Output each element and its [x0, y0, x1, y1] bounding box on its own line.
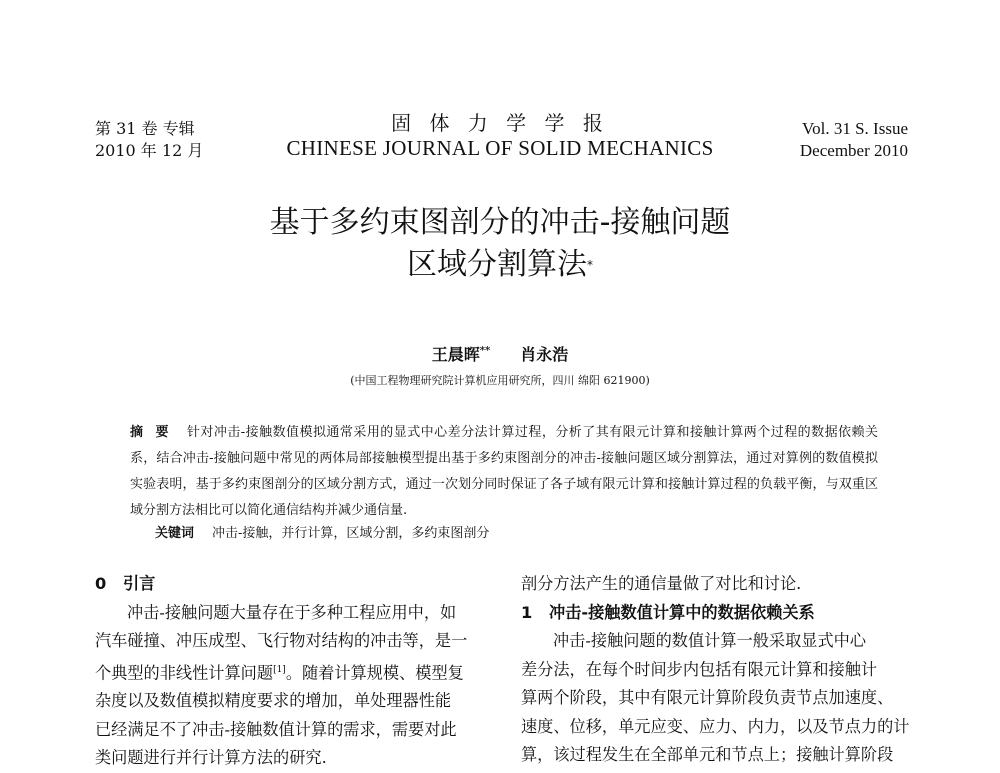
body-line: 类问题进行并行计算方法的研究. — [95, 748, 327, 768]
body-line-with-citation — [95, 656, 490, 688]
author-list — [0, 342, 1000, 365]
affiliation: (中国工程物理研究院计算机应用研究所，四川 绵阳 621900) — [350, 374, 650, 387]
author-1-wrap — [432, 345, 490, 364]
journal-title-en: CHINESE JOURNAL OF SOLID MECHANICS — [286, 136, 714, 160]
date-en: December 2010 — [799, 141, 908, 160]
section-title: 引言 — [123, 574, 156, 593]
keywords-text: 冲击-接触，并行计算，区域分割，多约束图剖分 — [212, 526, 490, 541]
section-number: 0 — [95, 574, 107, 593]
body-text: 个典型的非线性计算问题 — [95, 662, 274, 682]
body-line: 已经满足不了冲击-接触数值计算的需求，需要对此 — [95, 719, 457, 739]
abstract-label: 摘要 — [130, 425, 181, 440]
title-line-2: 区域分割算法 — [407, 247, 587, 282]
title-footnote-mark: * — [587, 258, 593, 272]
title-line-2-wrap — [0, 244, 1000, 286]
body-line: 算两个阶段，其中有限元计算阶段负责节点加速度、 — [521, 688, 894, 707]
body-line: 冲击-接触问题大量存在于多种工程应用中，如 — [127, 602, 457, 622]
keywords — [155, 522, 489, 541]
body-column-left — [95, 570, 490, 773]
body-line: 汽车碰撞、冲压成型、飞行物对结构的冲击等，是一 — [95, 631, 468, 650]
abstract-text: 针对冲击-接触数值模拟通常采用的显式中心差分法计算过程，分析了其有限元计算和接触计算两个过程的数据依赖关系，结合冲击-接触问题中常见的两体局部接触模型提出基于多约束图剖分的冲击-接触问题区域分割算法，通过对算例的数值模拟实验表明，基于多约束图剖分的区域分割方式，通过一次划分同时保证了各子域有限元计算和接触计算过程的负载平衡，与双重区域分割方法相比可以简化通信结构并减少通信量. — [130, 425, 878, 518]
body-line: 剖分方法产生的通信量做了对比和讨论. — [521, 574, 802, 593]
body-line: 杂度以及数值模拟精度要求的增加，单处理器性能 — [95, 691, 452, 711]
author-1-mark: ** — [479, 345, 491, 357]
body-line: 速度、位移，单元应变、应力、内力，以及节点力的计 — [521, 716, 910, 736]
date-cn: 2010 年 12 月 — [95, 141, 204, 160]
author-2: 肖永浩 — [520, 345, 569, 364]
section-title: 冲击-接触数值计算中的数据依赖关系 — [549, 602, 815, 622]
abstract — [130, 420, 878, 524]
body-line: 冲击-接触问题的数值计算一般采取显式中心 — [553, 631, 867, 650]
title-line-1: 基于多约束图剖分的冲击-接触问题 — [269, 205, 731, 240]
body-line: 算，该过程发生在全部单元和节点上；接触计算阶段 — [521, 745, 894, 764]
section-heading-intro — [95, 570, 490, 599]
paper-title — [0, 202, 1000, 286]
body-column-right — [521, 570, 916, 770]
section-number: 1 — [521, 602, 533, 622]
body-text: 。随着计算规模、模型复 — [285, 662, 464, 682]
citation-ref: [1] — [273, 664, 286, 675]
volume-cn: 第 31 卷 专辑 — [95, 119, 195, 138]
author-1: 王晨晖 — [431, 345, 480, 364]
journal-issue-en — [800, 118, 908, 162]
section-heading-1 — [521, 599, 916, 628]
volume-en: Vol. 31 S. Issue — [802, 119, 908, 138]
keywords-label: 关键词 — [155, 526, 195, 541]
body-line: 差分法，在每个时间步内包括有限元计算和接触计 — [521, 659, 878, 679]
journal-title-cn: 固 体 力 学 学 报 — [391, 111, 609, 135]
